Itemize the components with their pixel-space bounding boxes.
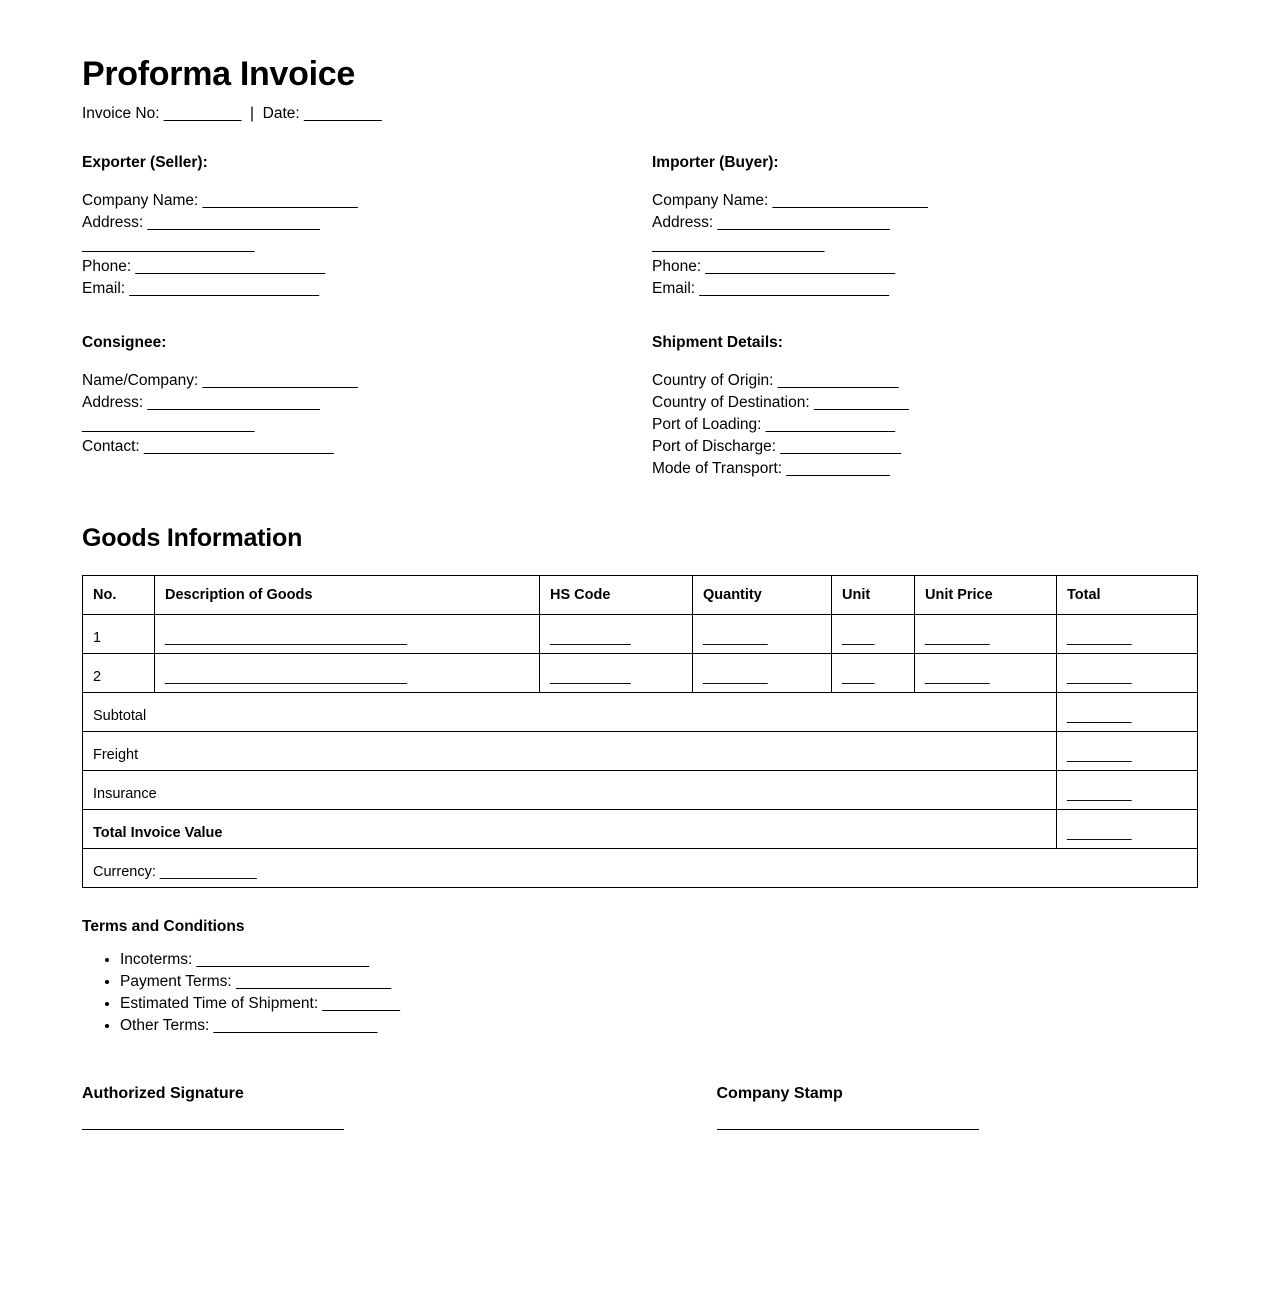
row-hs-code-field[interactable]: __________ (540, 615, 693, 654)
consignee-name-company-field[interactable]: Name/Company: __________________ (82, 372, 358, 390)
consignee-address-field-line2[interactable]: ____________________ (82, 416, 255, 434)
total-invoice-value-label: Total Invoice Value (83, 810, 1057, 849)
importer-heading: Importer (Buyer): (652, 154, 779, 172)
goods-table (82, 575, 1198, 888)
exporter-address-field[interactable]: Address: ____________________ (82, 214, 320, 232)
column-header-no: No. (83, 576, 155, 615)
importer-address-field[interactable]: Address: ____________________ (652, 214, 890, 232)
consignee-fields (82, 370, 652, 458)
exporter-company-name-field[interactable]: Company Name: __________________ (82, 192, 358, 210)
exporter-heading: Exporter (Seller): (82, 154, 208, 172)
subtotal-value-field[interactable]: ________ (1057, 693, 1198, 732)
exporter-email-field[interactable]: Email: ______________________ (82, 280, 320, 298)
exporter-block (82, 154, 652, 300)
row-hs-code-field[interactable]: __________ (540, 654, 693, 693)
row-unit-field[interactable]: ____ (832, 615, 915, 654)
insurance-value-field[interactable]: ________ (1057, 771, 1198, 810)
company-stamp-block (640, 1085, 1198, 1130)
consignee-block (82, 334, 652, 480)
exporter-phone-field[interactable]: Phone: ______________________ (82, 258, 326, 276)
row-description-field[interactable]: ______________________________ (155, 654, 540, 693)
parties-row-secondary (82, 334, 1197, 480)
terms-and-conditions-title: Terms and Conditions (82, 918, 245, 936)
authorized-signature-label: Authorized Signature (82, 1085, 244, 1103)
table-row (83, 654, 1198, 693)
importer-fields (652, 190, 1197, 300)
row-number: 1 (83, 615, 155, 654)
importer-company-name-field[interactable]: Company Name: __________________ (652, 192, 928, 210)
column-header-hs-code: HS Code (540, 576, 693, 615)
consignee-heading: Consignee: (82, 334, 167, 352)
row-total-field[interactable]: ________ (1057, 615, 1198, 654)
total-invoice-value-row (83, 810, 1198, 849)
goods-information-title: Goods Information (82, 524, 303, 553)
table-row (83, 615, 1198, 654)
parties-row-primary (82, 154, 1197, 300)
company-stamp-label: Company Stamp (716, 1085, 843, 1103)
authorized-signature-block (82, 1085, 640, 1130)
currency-row (83, 849, 1198, 888)
row-total-field[interactable]: ________ (1057, 654, 1198, 693)
port-of-discharge-field[interactable]: Port of Discharge: ______________ (652, 438, 902, 456)
term-incoterms[interactable]: • Incoterms: ____________________ (120, 949, 1197, 971)
goods-table-header-row (83, 576, 1198, 615)
column-header-unit-price: Unit Price (915, 576, 1057, 615)
importer-address-field-line2[interactable]: ____________________ (652, 236, 825, 254)
row-number: 2 (83, 654, 155, 693)
shipment-details-heading: Shipment Details: (652, 334, 783, 352)
row-quantity-field[interactable]: ________ (693, 654, 832, 693)
row-unit-price-field[interactable]: ________ (915, 615, 1057, 654)
page-title: Proforma Invoice (82, 55, 355, 93)
freight-value-field[interactable]: ________ (1057, 732, 1198, 771)
importer-block (652, 154, 1197, 300)
signature-row (82, 1085, 1197, 1130)
importer-phone-field[interactable]: Phone: ______________________ (652, 258, 896, 276)
importer-email-field[interactable]: Email: ______________________ (652, 280, 890, 298)
exporter-fields (82, 190, 652, 300)
company-stamp-line[interactable] (717, 1129, 979, 1130)
row-unit-price-field[interactable]: ________ (915, 654, 1057, 693)
consignee-address-field[interactable]: Address: ____________________ (82, 394, 320, 412)
subtotal-row (83, 693, 1198, 732)
freight-label: Freight (83, 732, 1057, 771)
currency-field[interactable]: Currency: ____________ (83, 849, 1198, 888)
column-header-total: Total (1057, 576, 1198, 615)
term-other-terms[interactable]: • Other Terms: ___________________ (120, 1015, 1197, 1037)
invoice-number-and-date: Invoice No: _________ | Date: _________ (82, 105, 382, 123)
shipment-details-fields (652, 370, 1197, 480)
section-spacer (82, 300, 1197, 334)
port-of-loading-field[interactable]: Port of Loading: _______________ (652, 416, 896, 434)
country-of-destination-field[interactable]: Country of Destination: ___________ (652, 394, 909, 412)
mode-of-transport-field[interactable]: Mode of Transport: ____________ (652, 460, 890, 478)
exporter-address-field-line2[interactable]: ____________________ (82, 236, 255, 254)
row-description-field[interactable]: ______________________________ (155, 615, 540, 654)
authorized-signature-line[interactable] (82, 1129, 344, 1130)
insurance-row (83, 771, 1198, 810)
shipment-details-block (652, 334, 1197, 480)
freight-row (83, 732, 1198, 771)
term-payment-terms[interactable]: • Payment Terms: __________________ (120, 971, 1197, 993)
terms-list (82, 949, 1197, 1037)
subtotal-label: Subtotal (83, 693, 1057, 732)
total-invoice-value-field[interactable]: ________ (1057, 810, 1198, 849)
row-unit-field[interactable]: ____ (832, 654, 915, 693)
insurance-label: Insurance (83, 771, 1057, 810)
term-estimated-time-of-shipment[interactable]: • Estimated Time of Shipment: _________ (120, 993, 1197, 1015)
row-quantity-field[interactable]: ________ (693, 615, 832, 654)
column-header-description: Description of Goods (155, 576, 540, 615)
country-of-origin-field[interactable]: Country of Origin: ______________ (652, 372, 899, 390)
column-header-quantity: Quantity (693, 576, 832, 615)
consignee-contact-field[interactable]: Contact: ______________________ (82, 438, 334, 456)
column-header-unit: Unit (832, 576, 915, 615)
